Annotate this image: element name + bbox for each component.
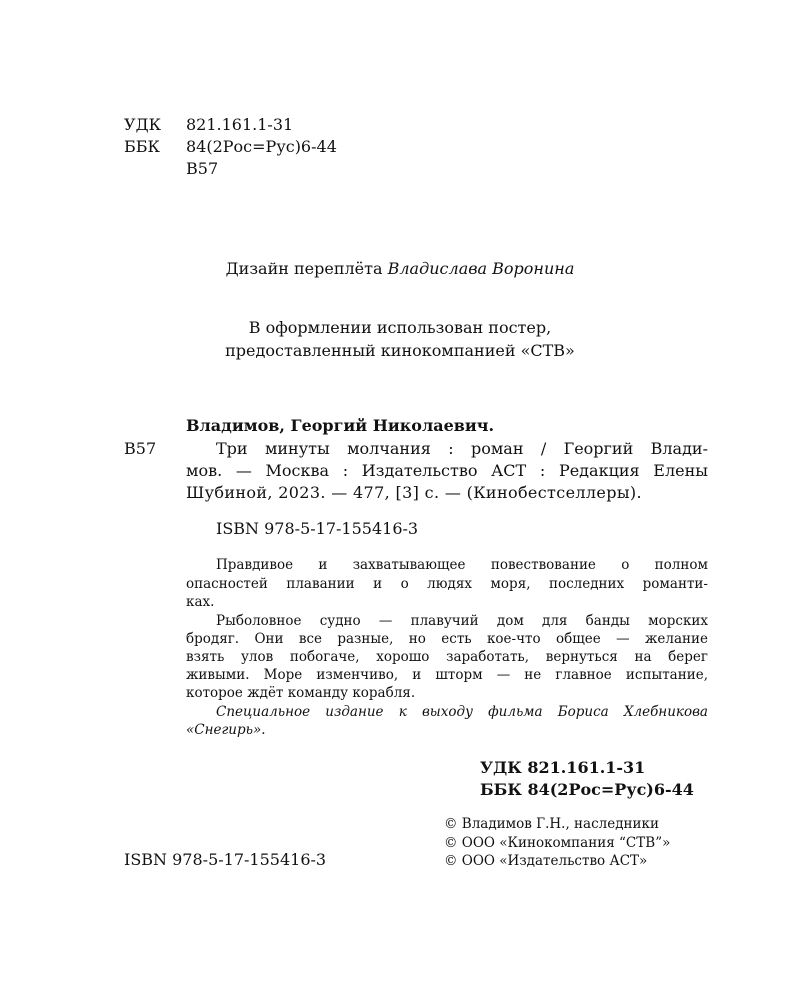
catalog-line-2: мов. — Москва : Издательство АСТ : Редакция Елены	[186, 461, 708, 480]
catalog-mark: В57	[124, 439, 157, 458]
annotation-p3-line-2: «Снегирь».	[186, 722, 266, 738]
copyright-2: © ООО «Кинокомпания “СТВ”»	[444, 835, 671, 851]
annotation-p2-line-2: бродяг. Они все разные, но есть кое-что общее — желание	[186, 631, 708, 647]
author-mark: В57	[186, 159, 219, 178]
catalog-isbn: ISBN 978-5-17-155416-3	[216, 519, 419, 538]
annotation-p1-line-2: опасностей плавании и о людях моря, последних романти-	[186, 576, 708, 592]
design-prefix: Дизайн переплёта	[225, 259, 388, 278]
udk-value: 821.161.1-31	[186, 115, 294, 134]
annotation-p2-line-4: живыми. Море изменчиво, и шторм — не главное испытание,	[186, 667, 708, 683]
bbk-value: 84(2Рос=Рус)6-44	[186, 137, 337, 156]
annotation-p2-line-1: Рыболовное судно — плавучий дом для банды морских	[216, 613, 708, 629]
poster-line-1: В оформлении использован постер,	[248, 318, 552, 337]
catalog-line-3: Шубиной, 2023. — 477, [3] с. — (Кинобестселлеры).	[186, 483, 642, 502]
bottom-udk: УДК 821.161.1-31	[480, 758, 646, 777]
copyright-1: © Владимов Г.Н., наследники	[444, 816, 659, 832]
bbk-label: ББК	[124, 137, 160, 156]
udk-label: УДК	[124, 115, 161, 134]
catalog-author: Владимов, Георгий Николаевич.	[186, 416, 495, 435]
design-credit	[0, 259, 800, 278]
bottom-bbk: ББК 84(2Рос=Рус)6-44	[480, 780, 694, 799]
annotation-p1-line-3: ках.	[186, 594, 215, 610]
annotation-p1-line-1: Правдивое и захватывающее повествование о полном	[216, 557, 708, 573]
designer-name: Владислава Воронина	[387, 259, 575, 278]
copyright-3: © ООО «Издательство АСТ»	[444, 853, 648, 869]
bottom-isbn: ISBN 978-5-17-155416-3	[124, 850, 327, 869]
annotation-p3-line-1: Специальное издание к выходу фильма Бориса Хлебникова	[216, 704, 708, 720]
annotation-p2-line-5: которое ждёт команду корабля.	[186, 685, 416, 701]
catalog-line-1: Три минуты молчания : роман / Георгий Влади-	[216, 439, 708, 458]
poster-line-2: предоставленный кинокомпанией «СТВ»	[225, 341, 575, 360]
annotation-p2-line-3: взять улов побогаче, хорошо заработать, вернуться на берег	[186, 649, 708, 665]
